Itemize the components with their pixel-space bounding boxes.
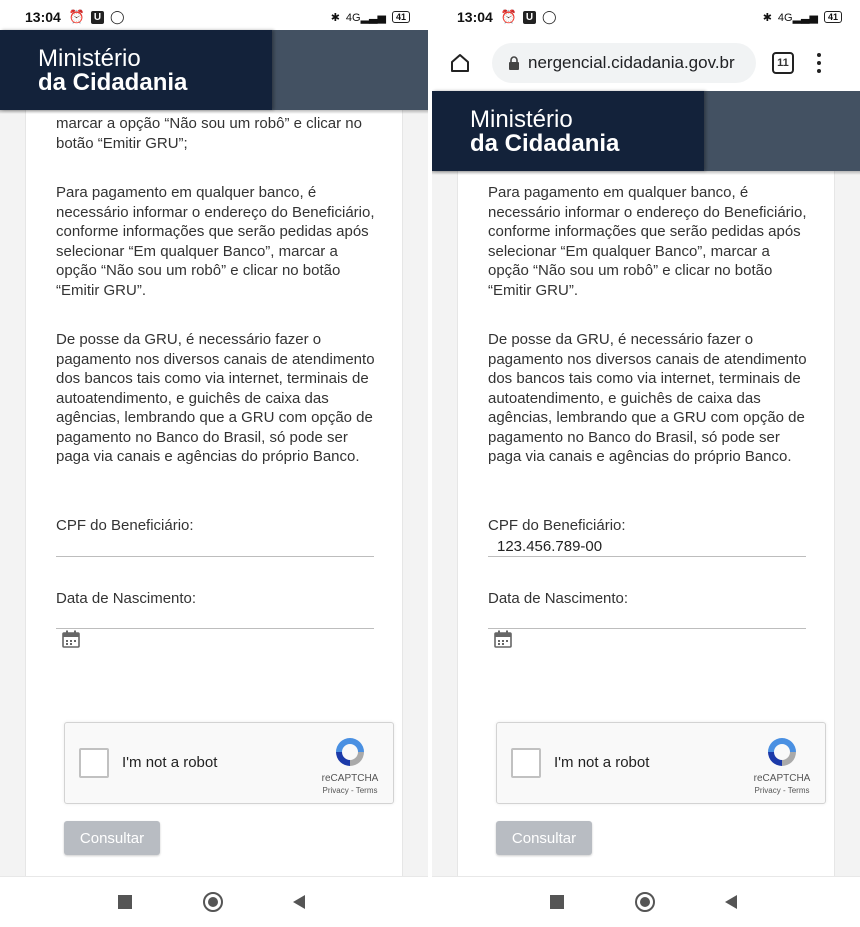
recaptcha-checkbox[interactable] [79,748,109,778]
birthdate-input[interactable] [488,628,806,629]
cpf-input[interactable]: 123.456.789-00 [497,538,603,555]
content-card [457,91,835,876]
cpf-label: CPF do Beneficiário: [56,517,194,534]
status-time: 13:04 [25,9,61,25]
calendar-icon[interactable] [494,630,512,648]
site-header [0,30,428,110]
address-bar[interactable] [492,43,756,83]
battery-icon: 41 [392,11,410,23]
signal-icon: 4G▂▃▅ [777,11,818,24]
more-options-icon[interactable] [816,53,822,73]
status-bar [0,0,428,34]
header-shadow [0,110,428,114]
site-header [432,91,860,171]
app-notification-icon: U [523,11,536,24]
brand-line-1: Ministério [470,106,573,133]
back-nav-icon[interactable] [725,895,737,909]
bluetooth-icon: ✱ [762,11,772,24]
recaptcha-logo-icon [333,735,367,769]
site-logo[interactable] [38,47,187,95]
recaptcha-logo-icon [765,735,799,769]
home-icon[interactable] [442,45,478,81]
recaptcha-privacy-terms-link[interactable]: Privacy - Terms [754,786,810,795]
recaptcha-widget [496,722,826,804]
url-text: nergencial.cidadania.gov.br [528,52,735,72]
recaptcha-brand: reCAPTCHA [321,773,379,784]
instruction-paragraph-posse: De posse da GRU, é necessário fazer o pagamento nos diversos canais de atendimento dos bancos tais como via internet, terminais de autoatendimento, e guichês de caixa das agências, lembrando que a GRU com opção de pagamento no Banco do Brasil, só pode ser paga via canais e agências do próprio Banco. [56,331,375,465]
instruction-paragraph-partial: marcar a opção “Não sou um robô” e clicar no botão “Emitir GRU”; [56,115,362,152]
app-notification-icon: U [91,11,104,24]
android-nav-bar [0,876,428,927]
header-shadow [432,171,860,175]
birthdate-input[interactable] [56,628,374,629]
recaptcha-brand: reCAPTCHA [753,773,811,784]
alarm-off-icon: ⏰ [68,9,85,24]
alarm-off-icon: ⏰ [500,9,517,24]
home-nav-icon[interactable] [203,892,223,912]
android-nav-bar [432,876,860,927]
recent-apps-icon[interactable] [550,895,564,909]
consultar-button[interactable]: Consultar [496,821,592,855]
status-bar [432,0,860,34]
brand-line-1: Ministério [38,45,141,72]
lock-icon [508,56,520,70]
signal-icon: 4G▂▃▅ [345,11,386,24]
instruction-paragraph-endereco: Para pagamento em qualquer banco, é necessário informar o endereço do Beneficiário, conforme informações que serão pedidas após selecionar “Em qualquer Banco”, marcar a opção “Não sou um robô” e clicar no botão “Emitir GRU”. [56,184,375,299]
tab-switcher-button[interactable]: 11 [772,52,794,74]
recaptcha-widget [64,722,394,804]
instruction-paragraph-posse: De posse da GRU, é necessário fazer o pagamento nos diversos canais de atendimento dos bancos tais como via internet, terminais de autoatendimento, e guichês de caixa das agências, lembrando que a GRU com opção de pagamento no Banco do Brasil, só pode ser paga via canais e agências do próprio Banco. [488,331,807,465]
site-logo[interactable] [470,108,619,156]
recaptcha-checkbox[interactable] [511,748,541,778]
cpf-field-underline [56,556,374,557]
phone-screen-left [0,0,428,927]
brand-line-2: da Cidadania [470,130,620,157]
recent-apps-icon[interactable] [118,895,132,909]
birthdate-label: Data de Nascimento: [488,590,629,607]
recaptcha-label: I'm not a robot [554,754,650,771]
birthdate-label: Data de Nascimento: [56,590,197,607]
instruction-paragraph-endereco: Para pagamento em qualquer banco, é necessário informar o endereço do Beneficiário, conforme informações que serão pedidas após selecionar “Em qualquer Banco”, marcar a opção “Não sou um robô” e clicar no botão “Emitir GRU”. [488,184,807,299]
phone-screen-right [432,0,860,927]
recaptcha-privacy-terms-link[interactable]: Privacy - Terms [322,786,378,795]
consultar-button[interactable]: Consultar [64,821,160,855]
back-nav-icon[interactable] [293,895,305,909]
whatsapp-icon: ◯ [110,9,125,24]
bluetooth-icon: ✱ [330,11,340,24]
calendar-icon[interactable] [62,630,80,648]
content-card [25,34,403,876]
cpf-field-underline [488,556,806,557]
status-time: 13:04 [457,9,493,25]
home-nav-icon[interactable] [635,892,655,912]
browser-toolbar [432,34,860,91]
battery-icon: 41 [824,11,842,23]
whatsapp-icon: ◯ [542,9,557,24]
brand-line-2: da Cidadania [38,69,188,96]
recaptcha-label: I'm not a robot [122,754,218,771]
cpf-label: CPF do Beneficiário: [488,517,626,534]
